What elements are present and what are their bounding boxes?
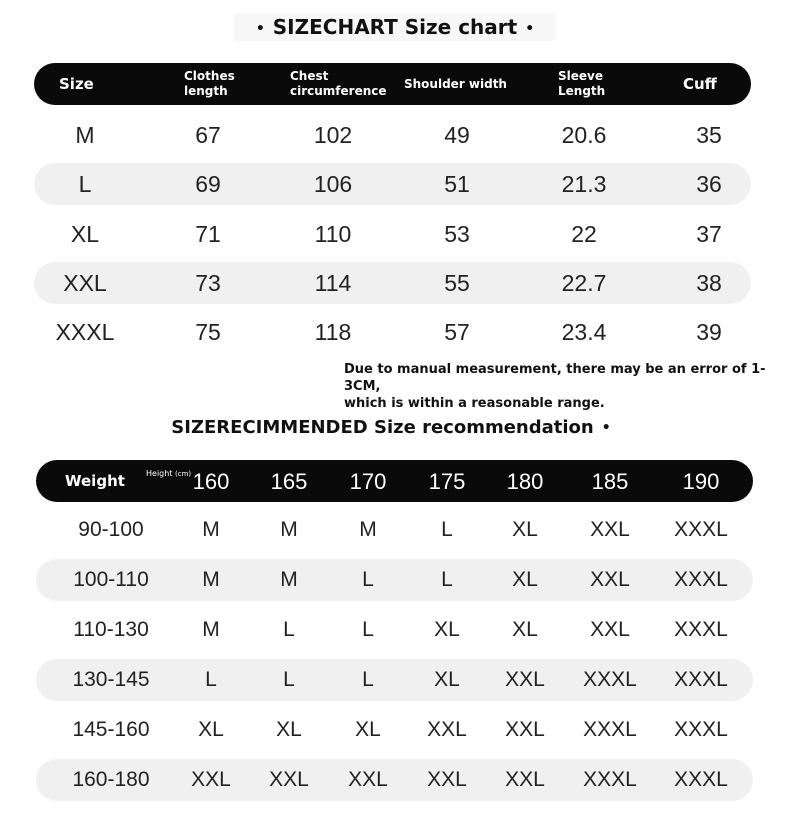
size-cell: 114 bbox=[314, 270, 352, 296]
recommended-size-cell: XXL bbox=[505, 718, 545, 741]
size-row bbox=[34, 114, 751, 156]
recommended-size-cell: M bbox=[280, 518, 298, 541]
recommended-size-cell: XXXL bbox=[583, 668, 637, 691]
header-cuff: Cuff bbox=[683, 74, 717, 93]
size-row bbox=[34, 262, 751, 304]
size-row bbox=[34, 311, 751, 353]
recommendation-title bbox=[0, 414, 790, 442]
size-cell: 49 bbox=[444, 122, 470, 148]
header-size: Size bbox=[59, 74, 94, 93]
recommended-size-cell: M bbox=[202, 518, 220, 541]
size-cell: 67 bbox=[195, 122, 221, 148]
recommended-size-cell: XXXL bbox=[674, 518, 728, 541]
size-cell: 75 bbox=[195, 319, 221, 345]
size-cell: 21.3 bbox=[561, 171, 607, 197]
size-cell: 39 bbox=[696, 319, 722, 345]
size-cell: L bbox=[78, 171, 92, 197]
header-height-175: 175 bbox=[428, 468, 466, 494]
header-height-160: 160 bbox=[192, 468, 230, 494]
weight-cell: 130-145 bbox=[72, 668, 150, 691]
size-cell: 110 bbox=[314, 221, 352, 247]
recommended-size-cell: XL bbox=[512, 568, 538, 591]
recommended-size-cell: XXL bbox=[590, 518, 630, 541]
size-cell: 102 bbox=[313, 122, 353, 148]
recommendation-row bbox=[36, 559, 753, 601]
recommended-size-cell: XXXL bbox=[674, 618, 728, 641]
header-clothes-length: Clothes length bbox=[184, 69, 235, 98]
size-chart-title bbox=[0, 10, 790, 44]
header-height-190: 190 bbox=[682, 468, 720, 494]
recommended-size-cell: XXXL bbox=[674, 768, 728, 791]
size-cell: 20.6 bbox=[561, 122, 607, 148]
recommended-size-cell: XXL bbox=[269, 768, 309, 791]
size-cell: XXL bbox=[63, 270, 107, 296]
size-cell: XXXL bbox=[55, 319, 115, 345]
recommended-size-cell: M bbox=[280, 568, 298, 591]
header-sleeve-length: Sleeve Length bbox=[558, 69, 606, 98]
size-cell: XL bbox=[70, 221, 100, 247]
height-label: Height bbox=[146, 469, 173, 478]
bullet-icon: • bbox=[525, 20, 535, 37]
size-cell: 23.4 bbox=[561, 319, 607, 345]
recommendation-row bbox=[36, 509, 753, 551]
recommended-size-cell: XL bbox=[434, 618, 460, 641]
recommendation-title-text: SIZERECIMMENDED Size recommendation bbox=[171, 417, 594, 438]
recommended-size-cell: XXL bbox=[590, 618, 630, 641]
recommended-size-cell: XXL bbox=[590, 568, 630, 591]
recommended-size-cell: XXXL bbox=[674, 568, 728, 591]
recommended-size-cell: XL bbox=[198, 718, 224, 741]
size-cell: 57 bbox=[444, 319, 470, 345]
size-row bbox=[34, 163, 751, 205]
recommended-size-cell: L bbox=[283, 668, 295, 691]
recommended-size-cell: XL bbox=[434, 668, 460, 691]
recommended-size-cell: XXXL bbox=[674, 668, 728, 691]
header-height-170: 170 bbox=[349, 468, 387, 494]
size-cell: 73 bbox=[195, 270, 221, 296]
height-unit: (cm) bbox=[175, 470, 192, 478]
size-cell: M bbox=[75, 122, 95, 148]
header-weight: Weight bbox=[65, 471, 125, 490]
size-cell: 118 bbox=[314, 319, 352, 345]
recommended-size-cell: XL bbox=[276, 718, 302, 741]
recommendation-row bbox=[36, 659, 753, 701]
size-cell: 22.7 bbox=[561, 270, 607, 296]
header-height-165: 165 bbox=[270, 468, 308, 494]
weight-cell: 145-160 bbox=[72, 718, 150, 741]
recommendation-row bbox=[36, 609, 753, 651]
recommended-size-cell: XXL bbox=[427, 718, 467, 741]
size-chart-title-text: SIZECHART Size chart bbox=[272, 15, 518, 39]
recommended-size-cell: XL bbox=[512, 518, 538, 541]
bullet-icon: • bbox=[255, 20, 265, 37]
size-row bbox=[34, 213, 751, 255]
size-cell: 36 bbox=[696, 171, 722, 197]
recommended-size-cell: L bbox=[362, 618, 374, 641]
recommended-size-cell: XXL bbox=[505, 668, 545, 691]
recommendation-row bbox=[36, 759, 753, 801]
size-cell: 22 bbox=[571, 221, 597, 247]
recommended-size-cell: L bbox=[362, 568, 374, 591]
measurement-note bbox=[344, 361, 784, 412]
recommended-size-cell: L bbox=[283, 618, 295, 641]
size-cell: 35 bbox=[696, 122, 722, 148]
recommended-size-cell: XL bbox=[512, 618, 538, 641]
weight-cell: 110-130 bbox=[73, 618, 149, 641]
header-shoulder-width: Shoulder width bbox=[404, 76, 507, 91]
recommended-size-cell: XXL bbox=[348, 768, 388, 791]
size-cell: 69 bbox=[195, 171, 221, 197]
recommended-size-cell: L bbox=[205, 668, 217, 691]
recommended-size-cell: M bbox=[202, 568, 220, 591]
size-cell: 38 bbox=[696, 270, 722, 296]
size-cell: 53 bbox=[444, 221, 470, 247]
note-line-1: Due to manual measurement, there may be an error of 1-3CM, bbox=[344, 362, 766, 394]
recommended-size-cell: M bbox=[359, 518, 377, 541]
recommended-size-cell: L bbox=[362, 668, 374, 691]
size-cell: 55 bbox=[444, 270, 470, 296]
recommended-size-cell: XL bbox=[355, 718, 381, 741]
size-cell: 71 bbox=[195, 221, 221, 247]
size-cell: 37 bbox=[696, 221, 722, 247]
recommended-size-cell: XXXL bbox=[583, 718, 637, 741]
header-height-185: 185 bbox=[591, 468, 629, 494]
size-cell: 51 bbox=[444, 171, 470, 197]
recommended-size-cell: L bbox=[441, 568, 453, 591]
recommended-size-cell: XXXL bbox=[583, 768, 637, 791]
recommended-size-cell: M bbox=[202, 618, 220, 641]
size-chart-header bbox=[34, 63, 751, 105]
recommended-size-cell: L bbox=[441, 518, 453, 541]
weight-cell: 100-110 bbox=[73, 568, 149, 591]
weight-cell: 90-100 bbox=[78, 518, 144, 541]
recommended-size-cell: XXXL bbox=[674, 718, 728, 741]
size-cell: 106 bbox=[313, 171, 353, 197]
note-line-2: which is within a reasonable range. bbox=[344, 396, 605, 411]
recommended-size-cell: XXL bbox=[191, 768, 231, 791]
bullet-icon: • bbox=[601, 420, 611, 436]
recommendation-row bbox=[36, 709, 753, 751]
header-height-180: 180 bbox=[506, 468, 544, 494]
recommended-size-cell: XXL bbox=[505, 768, 545, 791]
recommendation-header bbox=[36, 460, 753, 502]
header-chest-circumference: Chest circumference bbox=[290, 69, 387, 98]
recommended-size-cell: XXL bbox=[427, 768, 467, 791]
weight-cell: 160-180 bbox=[72, 768, 150, 791]
